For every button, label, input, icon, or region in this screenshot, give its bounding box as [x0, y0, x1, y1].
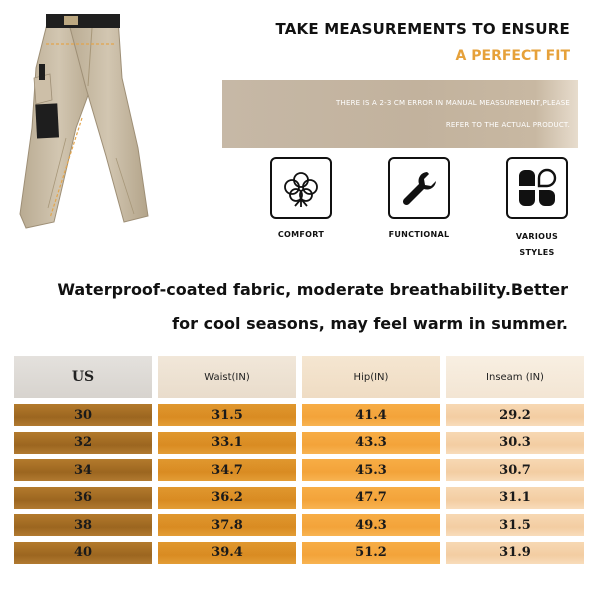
cotton-icon — [270, 157, 332, 219]
feature-comfort-label: COMFORT — [277, 230, 325, 239]
size-cell-size: 32 — [14, 432, 152, 454]
size-cell-waist: 37.8 — [158, 514, 296, 536]
measurement-note-banner — [222, 80, 578, 148]
size-cell-waist: 39.4 — [158, 542, 296, 564]
size-cell-waist: 36.2 — [158, 487, 296, 509]
feature-various-styles — [492, 157, 582, 261]
size-header-inseam: Inseam (IN) — [446, 356, 584, 398]
size-header-hip: Hip(IN) — [302, 356, 440, 398]
size-cell-size: 34 — [14, 459, 152, 481]
measurement-note-line-1: THERE IS A 2-3 CM ERROR IN MANUAL MEASSUREMENT,PLEASE — [336, 99, 570, 107]
size-cell-hip: 49.3 — [302, 514, 440, 536]
size-cell-waist: 33.1 — [158, 432, 296, 454]
feature-various-styles-label: VARIOUS STYLES — [515, 232, 559, 257]
size-cell-size: 40 — [14, 542, 152, 564]
size-cell-inseam: 31.1 — [446, 487, 584, 509]
size-cell-inseam: 31.5 — [446, 514, 584, 536]
size-header-us: US — [14, 356, 152, 398]
size-cell-size: 30 — [14, 404, 152, 426]
size-cell-hip: 41.4 — [302, 404, 440, 426]
size-cell-hip: 47.7 — [302, 487, 440, 509]
page-title: TAKE MEASUREMENTS TO ENSURE — [275, 20, 570, 38]
pants-product-image — [6, 8, 156, 240]
measurement-note-line-2: REFER TO THE ACTUAL PRODUCT. — [445, 121, 570, 129]
size-header-waist: Waist(IN) — [158, 356, 296, 398]
description-line-1: Waterproof-coated fabric, moderate breathability.Better — [57, 280, 568, 299]
size-cell-size: 36 — [14, 487, 152, 509]
description-line-2: for cool seasons, may feel warm in summer. — [172, 314, 568, 333]
feature-comfort — [256, 157, 346, 243]
size-cell-inseam: 30.3 — [446, 432, 584, 454]
feature-functional — [374, 157, 464, 243]
size-cell-inseam: 30.7 — [446, 459, 584, 481]
wrench-icon — [388, 157, 450, 219]
size-cell-inseam: 31.9 — [446, 542, 584, 564]
styles-icon — [506, 157, 568, 219]
size-cell-hip: 51.2 — [302, 542, 440, 564]
page-subtitle: A PERFECT FIT — [455, 48, 570, 64]
size-cell-waist: 34.7 — [158, 459, 296, 481]
size-cell-hip: 43.3 — [302, 432, 440, 454]
size-cell-inseam: 29.2 — [446, 404, 584, 426]
size-cell-hip: 45.3 — [302, 459, 440, 481]
feature-functional-label: FUNCTIONAL — [388, 230, 450, 239]
size-cell-size: 38 — [14, 514, 152, 536]
size-cell-waist: 31.5 — [158, 404, 296, 426]
